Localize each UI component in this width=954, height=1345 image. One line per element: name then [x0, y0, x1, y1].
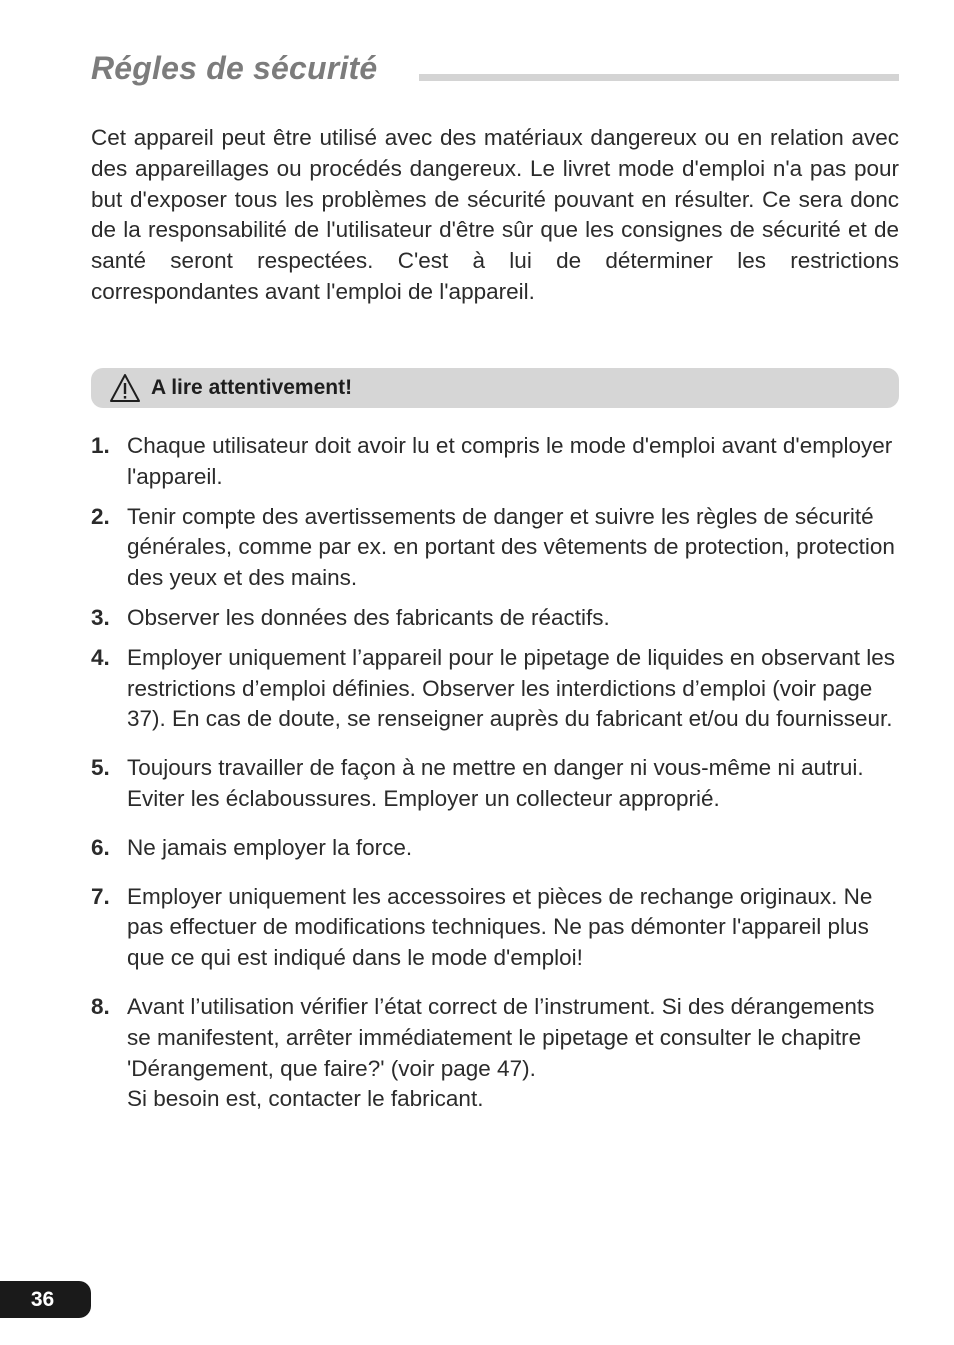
rule-item: [91, 753, 901, 815]
rule-number: 5.: [91, 755, 110, 781]
rule-text: Employer uniquement l’appareil pour le pipetage de liquides en observant les restrictions d’emploi définies. Observer les interdictions d’emploi (voir page 37). En cas de doute, se renseigner auprès du fabricant et/ou du fournisseur.: [127, 644, 895, 732]
rule-text: Tenir compte des avertissements de danger et suivre les règles de sécurité générales, comme par ex. en portant des vêtements de protection, protection des yeux et des mains.: [127, 503, 895, 591]
rule-text: Ne jamais employer la force.: [127, 834, 413, 860]
rule-number: 6.: [91, 834, 110, 860]
warning-banner: [91, 368, 899, 408]
rule-text-continued: Si besoin est, contacter le fabricant.: [127, 1086, 484, 1112]
rule-text: Chaque utilisateur doit avoir lu et compris le mode d'emploi avant d'employer l'appareil.: [127, 433, 893, 489]
safety-rules-list: [91, 431, 901, 1115]
intro-paragraph: Cet appareil peut être utilisé avec des matériaux dangereux ou en relation avec des appareillages ou procédés dangereux. Le livret mode d'emploi n'a pas pour but d'exposer tous les problèmes de sécurité pouvant en résulter. Ce sera donc de la responsabilité de l'utilisateur d'être sûr que les consignes de sécurité et de santé seront respectées. C'est à lui de déterminer les restrictions correspondantes avant l'emploi de l'appareil.: [91, 125, 899, 304]
rule-item: [91, 603, 901, 634]
page-number-tab: 36: [0, 1281, 91, 1318]
rule-number: 1.: [91, 433, 110, 458]
rule-number: 4.: [91, 644, 110, 670]
rule-text: Avant l’utilisation vérifier l’état correct de l’instrument. Si des dérangements se manifestent, arrêter immédiatement le pipetage et consulter le chapitre 'Dérangement, que faire?' (voir page 47).: [127, 993, 875, 1081]
rule-item: [91, 431, 901, 493]
rule-text: Observer les données des fabricants de réactifs.: [127, 604, 610, 630]
rule-number: 2.: [91, 503, 110, 529]
rule-number: 8.: [91, 993, 110, 1019]
title-rule: [419, 74, 899, 81]
rule-item: [91, 882, 901, 974]
rule-number: 7.: [91, 883, 110, 909]
warning-label: A lire attentivement!: [151, 376, 353, 399]
rule-item: [91, 833, 901, 864]
rule-item: [91, 502, 901, 594]
rule-text: Employer uniquement les accessoires et pièces de rechange originaux. Ne pas effectuer de modifications techniques. Ne pas démonter l'appareil plus que ce qui est indiqué dans le mode d'emploi!: [127, 883, 873, 971]
rule-item: [91, 992, 901, 1115]
rule-item: [91, 643, 901, 735]
rule-text: Toujours travailler de façon à ne mettre en danger ni vous-même ni autrui. Eviter les éclaboussures. Employer un collecteur approprié.: [127, 755, 864, 811]
warning-triangle-icon: [109, 373, 141, 403]
page-title: Régles de sécurité: [91, 50, 378, 86]
rule-number: 3.: [91, 604, 110, 630]
